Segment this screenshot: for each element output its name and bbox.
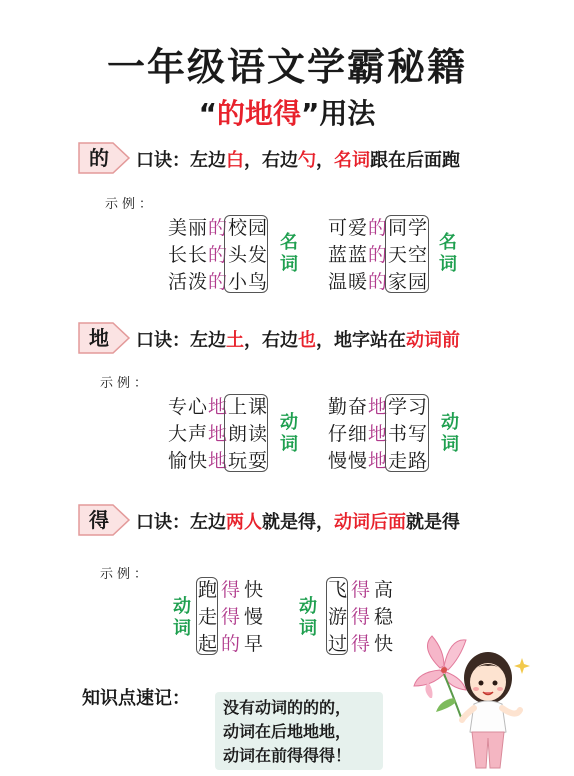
rule-highlight: 两人: [226, 512, 262, 533]
example-row: 慢慢地走路: [328, 450, 429, 472]
example-row: 专心地上课: [168, 396, 269, 418]
highlight-box: [224, 394, 268, 472]
word-type-tag: 名 词: [439, 232, 457, 275]
word-type-tag: 动 词: [173, 596, 191, 639]
example-label: 示例：: [100, 376, 152, 391]
memory-line: 没有动词的的的，: [223, 698, 352, 717]
highlight-box: [224, 215, 268, 293]
memory-title: 知识点速记：: [82, 688, 190, 709]
example-row: 跑得快: [198, 579, 268, 601]
memory-note: [215, 692, 383, 770]
rule-text: ，: [316, 150, 334, 171]
section-char: 的: [89, 146, 109, 170]
rule-text: ，地字站在: [316, 330, 406, 351]
word-type-tag: 名 词: [280, 232, 298, 275]
example-row: 美丽的校园: [168, 217, 269, 239]
rule-text: 就是得: [406, 512, 460, 533]
rule-highlight: 名词: [334, 150, 370, 171]
example-row: 蓝蓝的天空: [328, 244, 429, 266]
example-label: 示例：: [100, 567, 152, 582]
girl-icon: [462, 652, 520, 768]
example-row: 飞得高: [328, 579, 398, 601]
memory-line: 动词在前得得得！: [223, 746, 352, 765]
section-rule: [136, 146, 460, 172]
page-title: 一年级语文学霸秘籍: [106, 45, 467, 89]
rule-highlight: 动词前: [406, 330, 460, 351]
rule-highlight: 动词后面: [334, 512, 406, 533]
example-row: 长长的头发: [168, 244, 269, 266]
example-row: 仔细地书写: [328, 423, 429, 445]
example-label: 示例：: [105, 197, 157, 212]
example-row: 大声地朗读: [168, 423, 269, 445]
example-row: 可爱的同学: [328, 217, 429, 239]
subtitle-words: 的地得: [216, 97, 301, 130]
example-row: 游得稳: [328, 606, 398, 628]
section-de-badge: [75, 140, 133, 176]
rule-highlight: 也: [298, 330, 316, 351]
subtitle-close-quote: ”: [301, 97, 320, 130]
section-de2-badge: [75, 502, 133, 538]
subtitle-open-quote: “: [198, 97, 217, 130]
page-subtitle: [0, 92, 574, 132]
example-group-left: [198, 577, 267, 658]
section-rule: [136, 326, 460, 352]
rule-text: ，右边: [244, 150, 298, 171]
rule-text: ，右边: [244, 330, 298, 351]
example-row: 走得慢: [198, 606, 268, 628]
example-row: 过得快: [328, 633, 398, 655]
section-di-badge: [75, 320, 133, 356]
example-row: 勤奋地学习: [328, 396, 429, 418]
rule-text: 跟在后面跑: [370, 150, 460, 171]
rule-text: 口诀：左边: [136, 330, 226, 351]
subtitle-suffix: 用法: [319, 97, 376, 130]
example-row: 温暖的家园: [328, 271, 429, 293]
memory-line: 动词在后地地地，: [223, 722, 352, 741]
example-row: 愉快地玩耍: [168, 450, 269, 472]
example-row: 活泼的小鸟: [168, 271, 269, 293]
girl-with-lily-illustration: [410, 628, 540, 772]
rule-text: 就是得，: [262, 512, 334, 533]
section-char: 地: [89, 326, 109, 350]
word-type-tag: 动 词: [441, 412, 459, 455]
section-char: 得: [89, 508, 109, 532]
example-group-right: [328, 577, 397, 658]
rule-highlight: 勺: [298, 150, 316, 171]
rule-text: 口诀：左边: [136, 512, 226, 533]
rule-highlight: 白: [226, 150, 244, 171]
section-rule: [136, 508, 460, 534]
example-row: 起的早: [198, 633, 268, 655]
highlight-box: [385, 215, 429, 293]
highlight-box: [385, 394, 429, 472]
word-type-tag: 动 词: [280, 412, 298, 455]
lily-icon: [414, 636, 466, 720]
rule-text: 口诀：左边: [136, 150, 226, 171]
rule-highlight: 土: [226, 330, 244, 351]
word-type-tag: 动 词: [299, 596, 317, 639]
